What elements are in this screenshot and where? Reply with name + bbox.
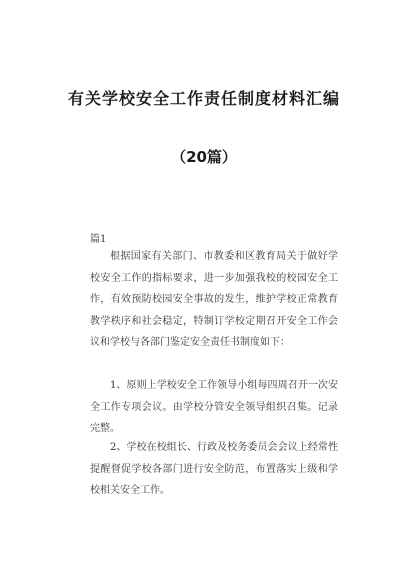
paragraph-item-1: 1、原则上学校安全工作领导小组每四周召开一次安全工作专项会议。由学校分管安全领导组织召集。记录完整。 bbox=[90, 380, 338, 434]
section-label: 篇1 bbox=[90, 234, 107, 245]
document-title: 有关学校安全工作责任制度材料汇编 bbox=[67, 89, 340, 108]
paragraph-item-2: 2、学校在校组长、行政及校务委员会会议上经常性提醒督促学校各部门进行安全防范，布置落实上级和学校相关安全工作。 bbox=[90, 442, 338, 496]
paragraph-intro: 根据国家有关部门、市教委和区教育局关于做好学校安全工作的指标要求，进一步加强我校的校园安全工作，有效预防校园安全事故的发生，维护学校正常教育教学秩序和社会稳定，特制订学校定期召开安全工作会议和学校与各部门鉴定安全责任书制度如下： bbox=[90, 251, 338, 348]
document-subtitle: （20篇） bbox=[171, 148, 237, 166]
